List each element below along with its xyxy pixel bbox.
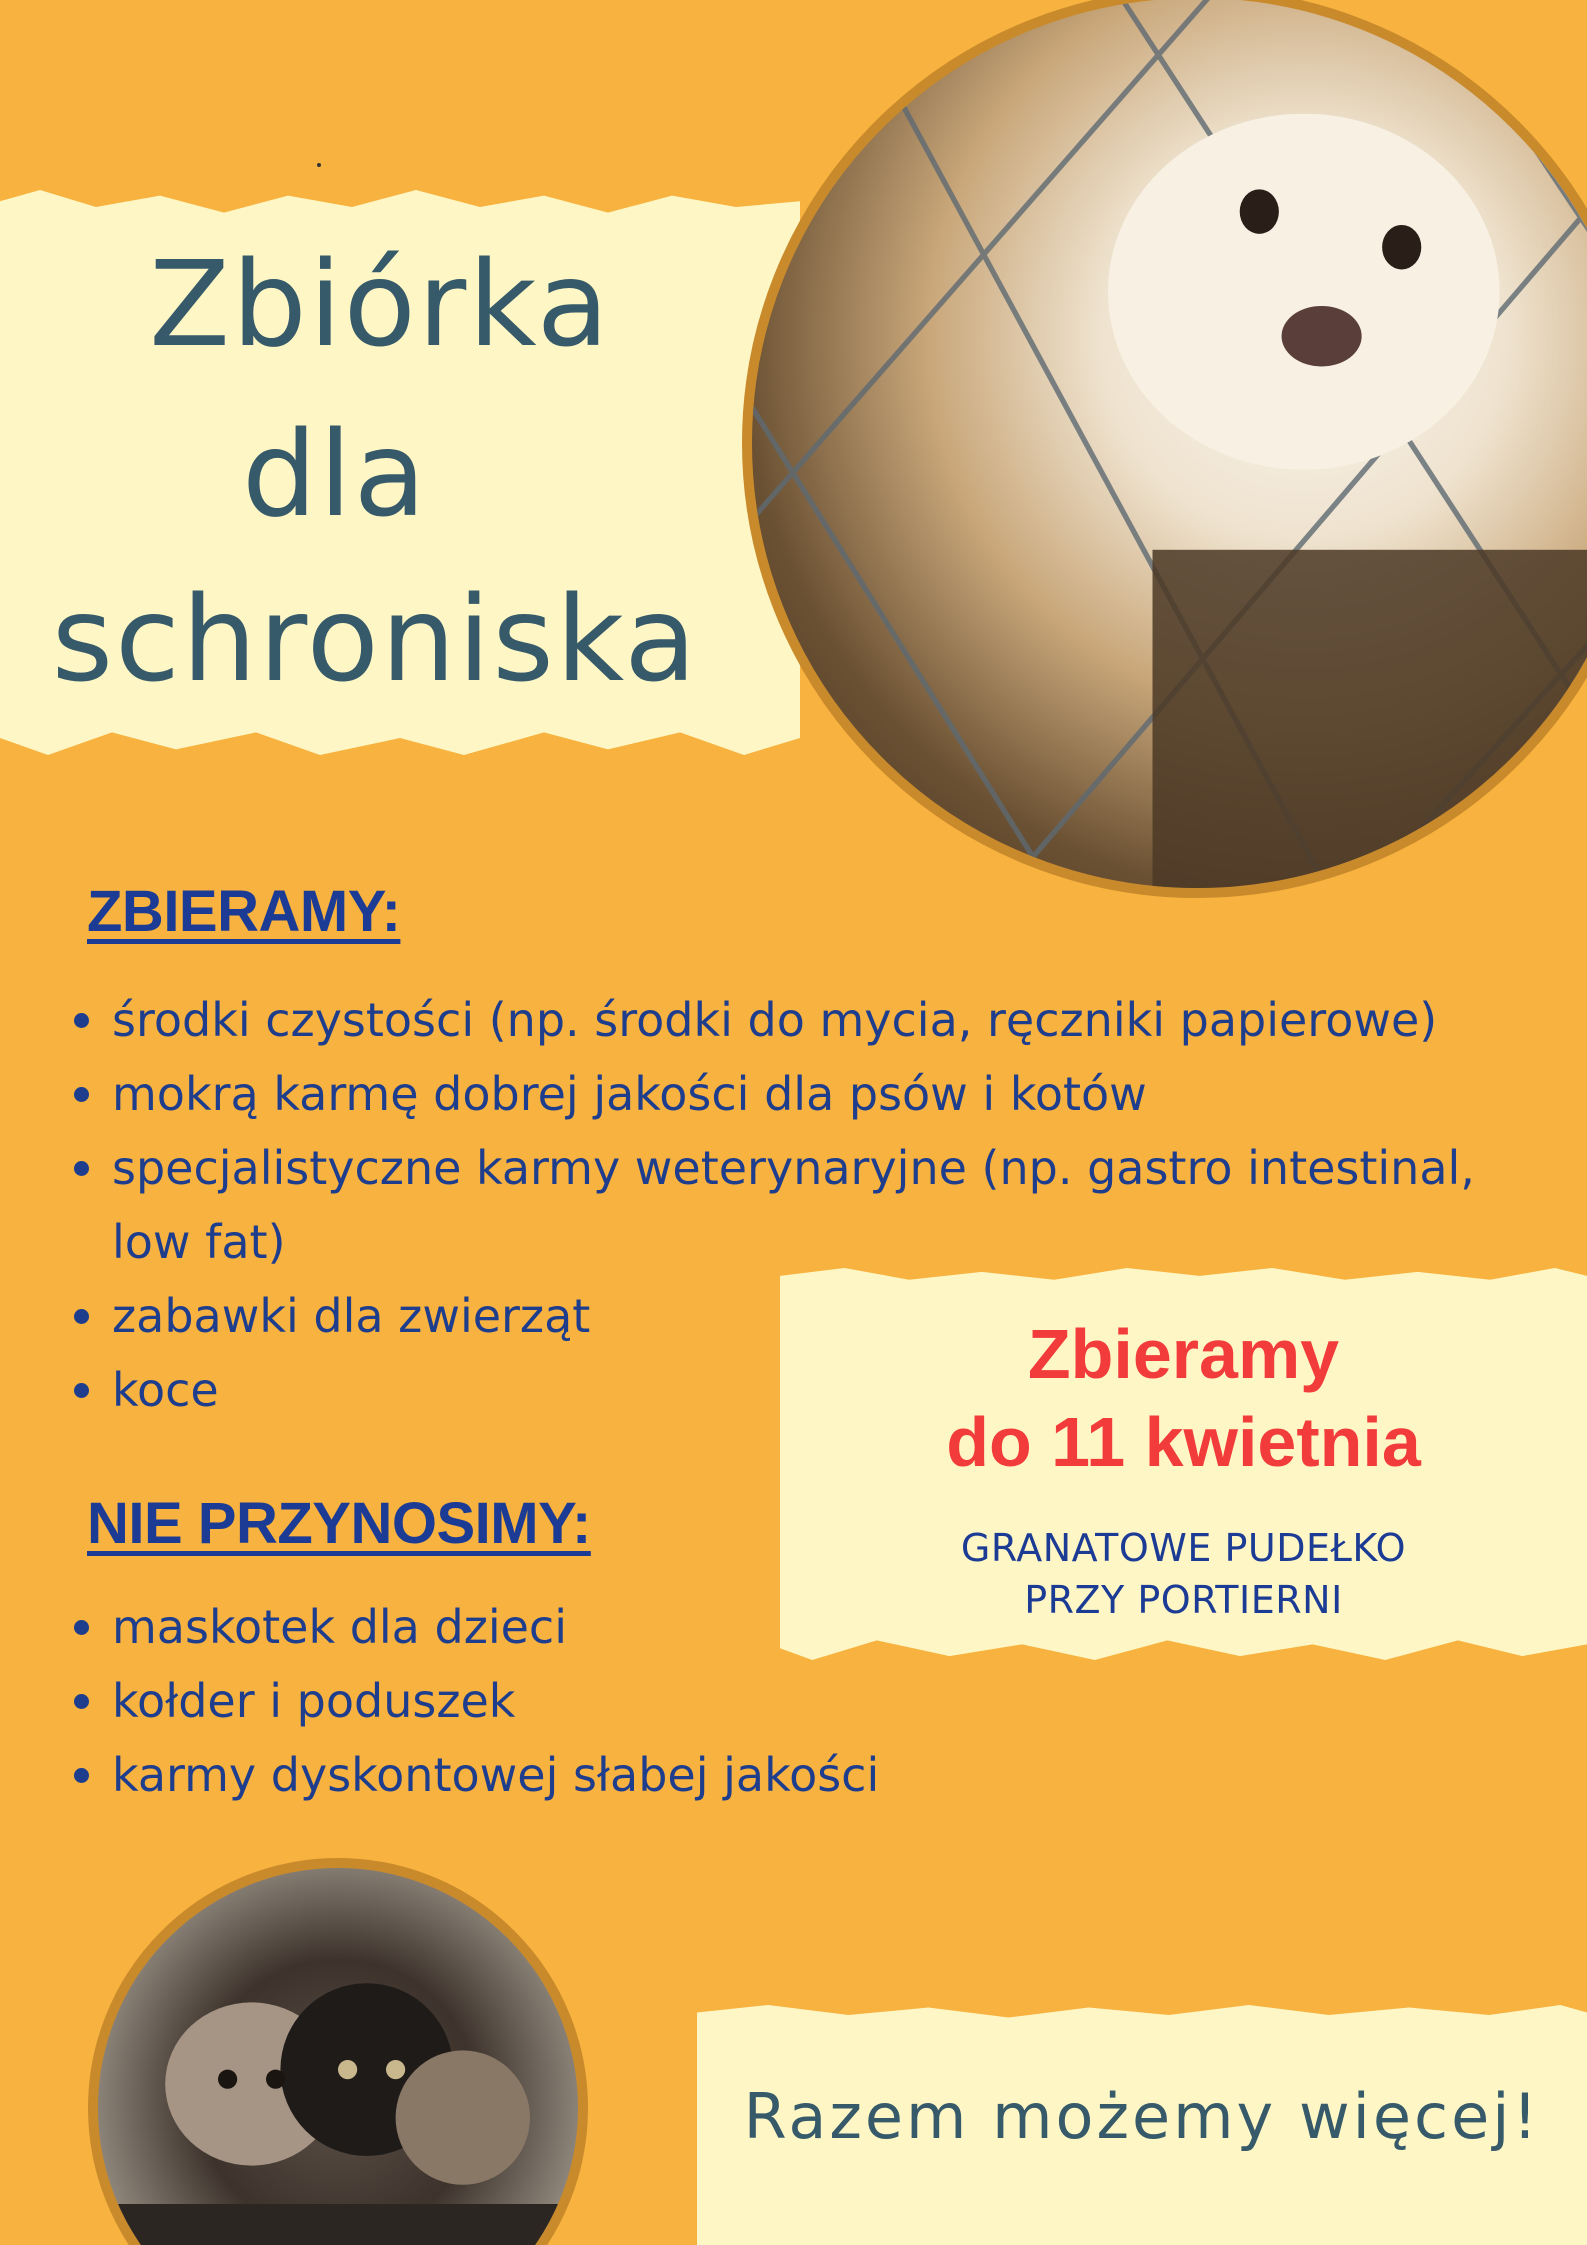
- list-item: koce: [112, 1353, 1587, 1427]
- slogan-text: Razem możemy więcej!: [743, 2080, 1541, 2153]
- deadline-line-1: Zbieramy: [1027, 1315, 1340, 1393]
- list-item: mokrą karmę dobrej jakości dla psów i kotów: [112, 1057, 1587, 1131]
- puppy-photo: [742, 0, 1587, 898]
- kittens-shapes: [98, 1868, 578, 2245]
- title-line-3: schroniska: [51, 570, 699, 708]
- collect-heading: ZBIERAMY:: [87, 879, 401, 944]
- not-accepted-heading: NIE PRZYNOSIMY:: [87, 1491, 591, 1556]
- fence-pattern: [752, 0, 1587, 888]
- stray-dot: [317, 163, 321, 167]
- list-item: kołder i poduszek: [112, 1664, 1112, 1738]
- list-item: maskotek dla dzieci: [112, 1590, 1112, 1664]
- list-item: karmy dyskontowej słabej jakości: [112, 1738, 1112, 1812]
- list-item: specjalistyczne karmy weterynaryjne (np. gastro intestinal, low fat): [112, 1131, 1562, 1279]
- location-line-1: GRANATOWE PUDEŁKO: [960, 1526, 1407, 1570]
- list-item: środki czystości (np. środki do mycia, ręczniki papierowe): [112, 983, 1587, 1057]
- list-item: zabawki dla zwierząt: [112, 1279, 1587, 1353]
- title-line-1: Zbiórka: [149, 235, 611, 373]
- deadline-line-2: do 11 kwietnia: [946, 1403, 1421, 1481]
- location-line-2: PRZY PORTIERNI: [1024, 1578, 1343, 1622]
- title-line-2: dla: [242, 405, 428, 543]
- kittens-photo: [88, 1858, 588, 2245]
- not-accepted-list: [70, 1590, 1112, 1812]
- collection-deadline: [780, 1310, 1587, 1486]
